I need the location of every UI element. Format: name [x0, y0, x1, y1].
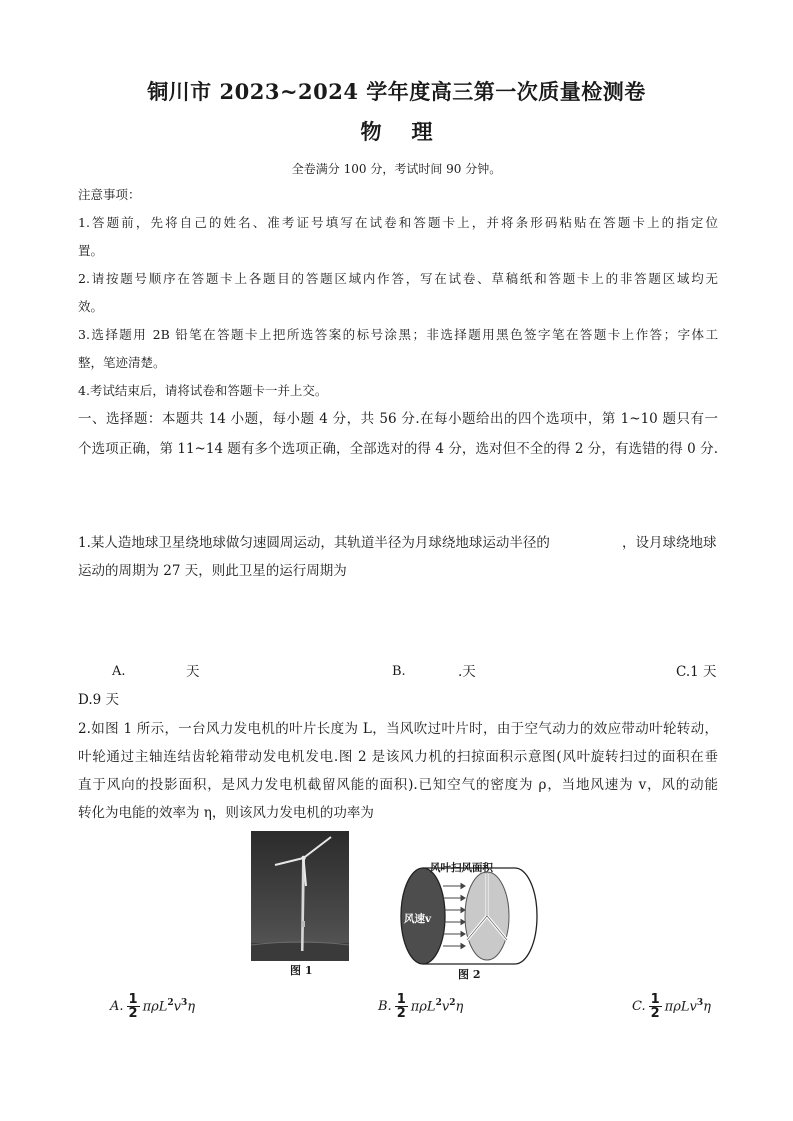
q2-option-b-mid: v — [441, 999, 450, 1015]
figure-2-wind-speed-label: 风速v — [404, 913, 432, 925]
notes-heading: 注意事项： — [78, 187, 141, 202]
q1-option-b-text: .天 — [458, 664, 476, 680]
q1-option-d: D.9 天 — [78, 692, 120, 708]
q2-option-c-exp: 3 — [696, 998, 704, 1009]
fraction-denominator: 2 — [650, 1006, 660, 1021]
q1-option-b-label: B. — [392, 664, 406, 679]
note-1-line-1: 1.答题前，先将自己的姓名、准考证号填写在试卷和答题卡上，并将条形码粘贴在答题卡上的指定位 — [78, 215, 718, 230]
subject-title: 物理 — [360, 119, 463, 144]
q2-option-a-end: η — [187, 999, 196, 1015]
q1-stem-line-1-part-2: ，设月球绕地球 — [622, 535, 717, 551]
figure-2-caption: 图 2 — [458, 968, 481, 981]
q2-option-a — [110, 993, 195, 1020]
q2-option-a-fraction — [127, 993, 140, 1020]
fraction-numerator: 1 — [396, 992, 406, 1007]
note-2-line-1: 2.请按题号顺序在答题卡上各题目的答题区域内作答，写在试卷、草稿纸和答题卡上的非答题区域均无 — [78, 271, 718, 286]
q2-option-b-fraction — [395, 993, 408, 1020]
q2-option-b — [378, 993, 463, 1020]
q1-stem-line-1-part-1: 1.某人造地球卫星绕地球做匀速圆周运动，其轨道半径为月球绕地球运动半径的 — [78, 535, 550, 551]
q2-option-b-label: B. — [378, 999, 392, 1014]
q2-option-b-exp-1: 2 — [435, 998, 442, 1009]
figure-1-caption: 图 1 — [290, 964, 313, 977]
q1-stem-line-2: 运动的周期为 27 天，则此卫星的运行周期为 — [78, 563, 347, 579]
section-instructions-line-2: 个选项正确，第 11~14 题有多个选项正确，全部选对的得 4 分，选对但不全的得 2 分，有选错的得 0 分. — [78, 441, 718, 457]
q1-option-a-text: 天 — [186, 664, 200, 680]
q1-option-c: C.1 天 — [676, 664, 717, 680]
note-3-line-2: 整，笔迹清楚。 — [78, 355, 166, 370]
exam-title: 铜川市 2023~2024 学年度高三第一次质量检测卷 — [147, 79, 646, 104]
fraction-numerator: 1 — [128, 992, 138, 1007]
q2-option-b-expr: πρL — [410, 999, 436, 1015]
figure-1-wind-turbine-photo — [251, 831, 349, 961]
q2-option-b-end: η — [455, 999, 464, 1015]
q2-option-c-expr: πρLv — [664, 999, 697, 1015]
exam-meta: 全卷满分 100 分，考试时间 90 分钟。 — [291, 162, 502, 176]
q2-stem-line-3: 直于风向的投影面积，是风力发电机截留风能的面积).已知空气的密度为 ρ，当地风速为 v，风的动能 — [78, 777, 718, 793]
fraction-denominator: 2 — [396, 1006, 406, 1021]
section-instructions-line-1: 一、选择题：本题共 14 小题，每小题 4 分，共 56 分.在每小题给出的四个选项中，第 1~10 题只有一 — [78, 411, 718, 427]
q2-stem-line-1: 2.如图 1 所示，一台风力发电机的叶片长度为 L，当风吹过叶片时，由于空气动力的效应带动叶轮转动， — [78, 721, 718, 737]
q1-option-a-label: A. — [112, 664, 126, 679]
q2-option-b-exp-2: 2 — [449, 998, 456, 1009]
q2-stem-line-4: 转化为电能的效率为 η，则该风力发电机的功率为 — [78, 805, 374, 821]
q2-option-c — [632, 993, 711, 1020]
q2-option-c-end: η — [703, 999, 711, 1015]
note-1-line-2: 置。 — [78, 243, 104, 258]
q2-option-a-exp-2: 3 — [181, 998, 188, 1009]
q2-option-a-mid: v — [173, 999, 182, 1015]
fraction-numerator: 1 — [650, 992, 660, 1007]
note-2-line-2: 效。 — [78, 299, 104, 314]
q2-option-a-expr: πρL — [142, 999, 168, 1015]
q2-option-a-exp-1: 2 — [167, 998, 174, 1009]
fraction-denominator: 2 — [128, 1006, 138, 1021]
note-4: 4.考试结束后，请将试卷和答题卡一并上交。 — [78, 383, 328, 398]
note-3-line-1: 3.选择题用 2B 铅笔在答题卡上把所选答案的标号涂黑；非选择题用黑色签字笔在答题卡上作答；字体工 — [78, 327, 718, 342]
q2-option-c-label: C. — [632, 999, 646, 1014]
figure-2-swept-area-label: 风叶扫风面积 — [430, 862, 493, 874]
q2-option-a-label: A. — [110, 999, 124, 1014]
q2-stem-line-2: 叶轮通过主轴连结齿轮箱带动发电机发电.图 2 是该风力机的扫掠面积示意图(风叶旋转扫过的面积在垂 — [78, 749, 718, 765]
q2-option-c-fraction — [649, 993, 662, 1020]
